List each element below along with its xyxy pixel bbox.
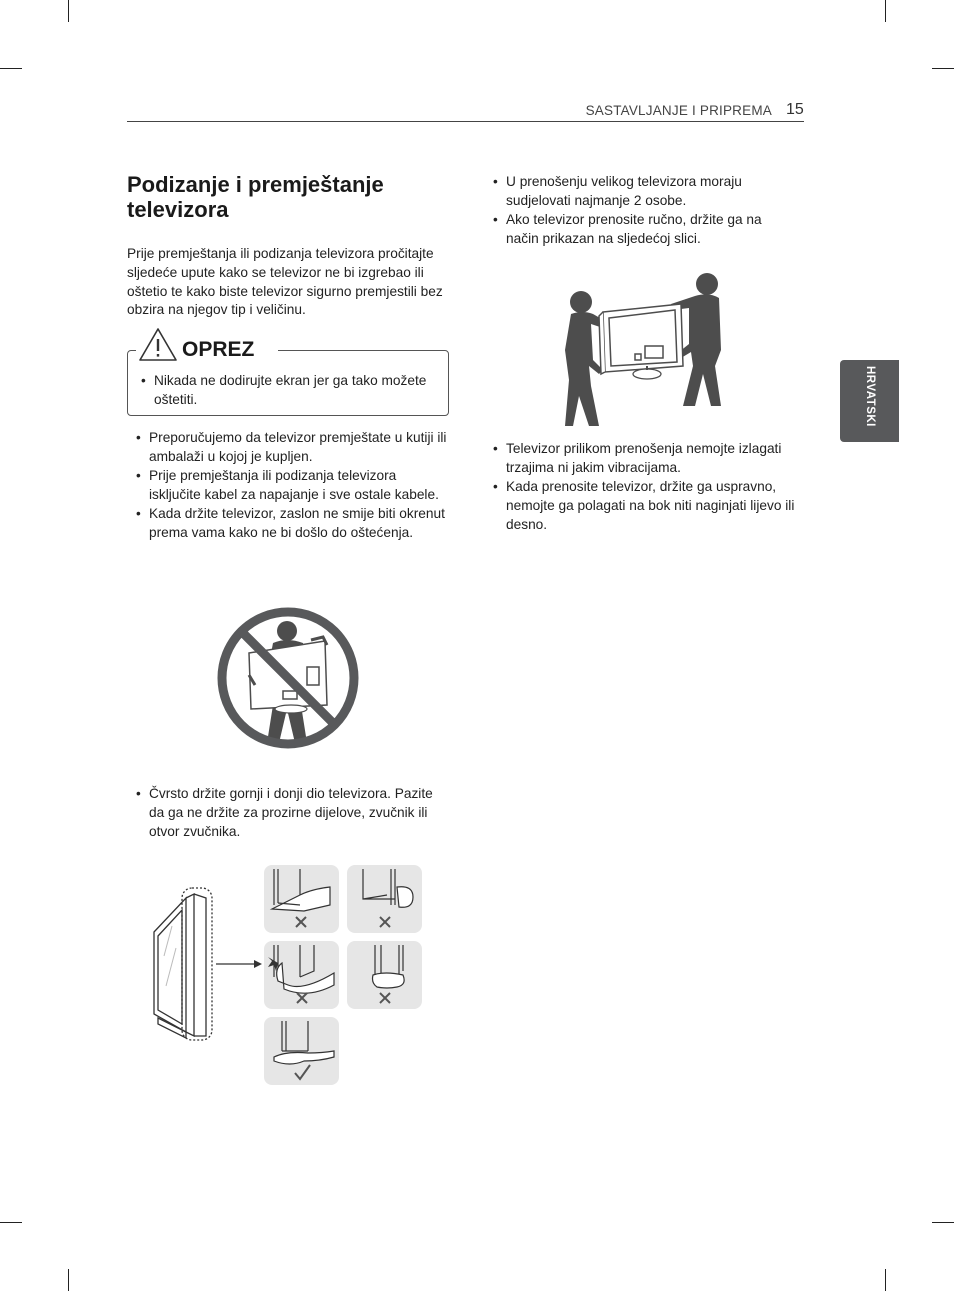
prohibited-carry-illustration — [215, 605, 361, 751]
section-title: SASTAVLJANJE I PRIPREMA — [585, 103, 772, 118]
list-item: • Kada držite televizor, zaslon ne smije biti okrenut prema vama kako ne bi došlo do oštećenja. — [136, 504, 448, 542]
grip-wrong-tile — [264, 865, 339, 933]
crop-mark — [0, 1222, 22, 1223]
intro-paragraph: Prije premještanja ili podizanja televizora pročitajte sljedeće upute kako se televizor ne bi izgrebao ili oštetio te kako biste televizor sigurno premjestili bez obzira na njegov tip i veličinu. — [127, 246, 443, 318]
crop-mark — [885, 0, 886, 22]
crop-mark — [932, 68, 954, 69]
tv-outline — [599, 304, 683, 374]
header-divider — [127, 121, 804, 122]
list-item: • Prije premještanja ili podizanja televizora isključite kabel za napajanje i sve ostale kabele. — [136, 466, 448, 504]
list-item: • Preporučujemo da televizor premještate u kutiji ili ambalaži u kojoj je kupljen. — [136, 428, 448, 466]
grip-correct-tile — [264, 1017, 339, 1085]
left-bullet-list — [136, 428, 448, 542]
crop-mark — [932, 1222, 954, 1223]
list-item: • Televizor prilikom prenošenja nemojte izlagati trzajima ni jakim vibracijama. — [493, 439, 798, 477]
warning-triangle-icon — [138, 327, 178, 363]
list-item: • Nikada ne dodirujte ekran jer ga tako možete oštetiti. — [141, 371, 431, 409]
caution-list — [141, 371, 431, 409]
caution-label: OPREZ — [182, 338, 255, 361]
tv-side-view-illustration — [150, 886, 262, 1066]
right-bullet-list — [493, 172, 798, 248]
crop-mark — [885, 1269, 886, 1291]
crop-mark — [68, 1269, 69, 1291]
list-item: • U prenošenju velikog televizora moraju sudjelovati najmanje 2 osobe. — [493, 172, 798, 210]
list-item: • Čvrsto držite gornji i donji dio televizora. Pazite da ga ne držite za prozirne dijelove, zvučnik ili otvor zvučnika. — [136, 784, 448, 841]
page-number: 15 — [786, 101, 804, 118]
crop-mark — [0, 68, 22, 69]
right-bullet-list-2 — [493, 439, 798, 534]
crop-mark — [68, 0, 69, 22]
two-person-carry-illustration — [563, 270, 733, 430]
grip-wrong-tile — [347, 941, 422, 1009]
left-bullet-list-2 — [136, 784, 448, 841]
list-item: • Ako televizor prenosite ručno, držite ga na način prikazan na sljedećoj slici. — [493, 210, 798, 248]
grip-wrong-tile — [264, 941, 339, 1009]
list-item: • Kada prenosite televizor, držite ga uspravno, nemojte ga polagati na bok niti naginjati lijevo ili desno. — [493, 477, 798, 534]
language-tab[interactable] — [840, 360, 899, 442]
language-tab-label: HRVATSKI — [864, 366, 876, 427]
page-heading: Podizanje i premještanje televizora — [127, 172, 384, 222]
grip-wrong-tile — [347, 865, 422, 933]
